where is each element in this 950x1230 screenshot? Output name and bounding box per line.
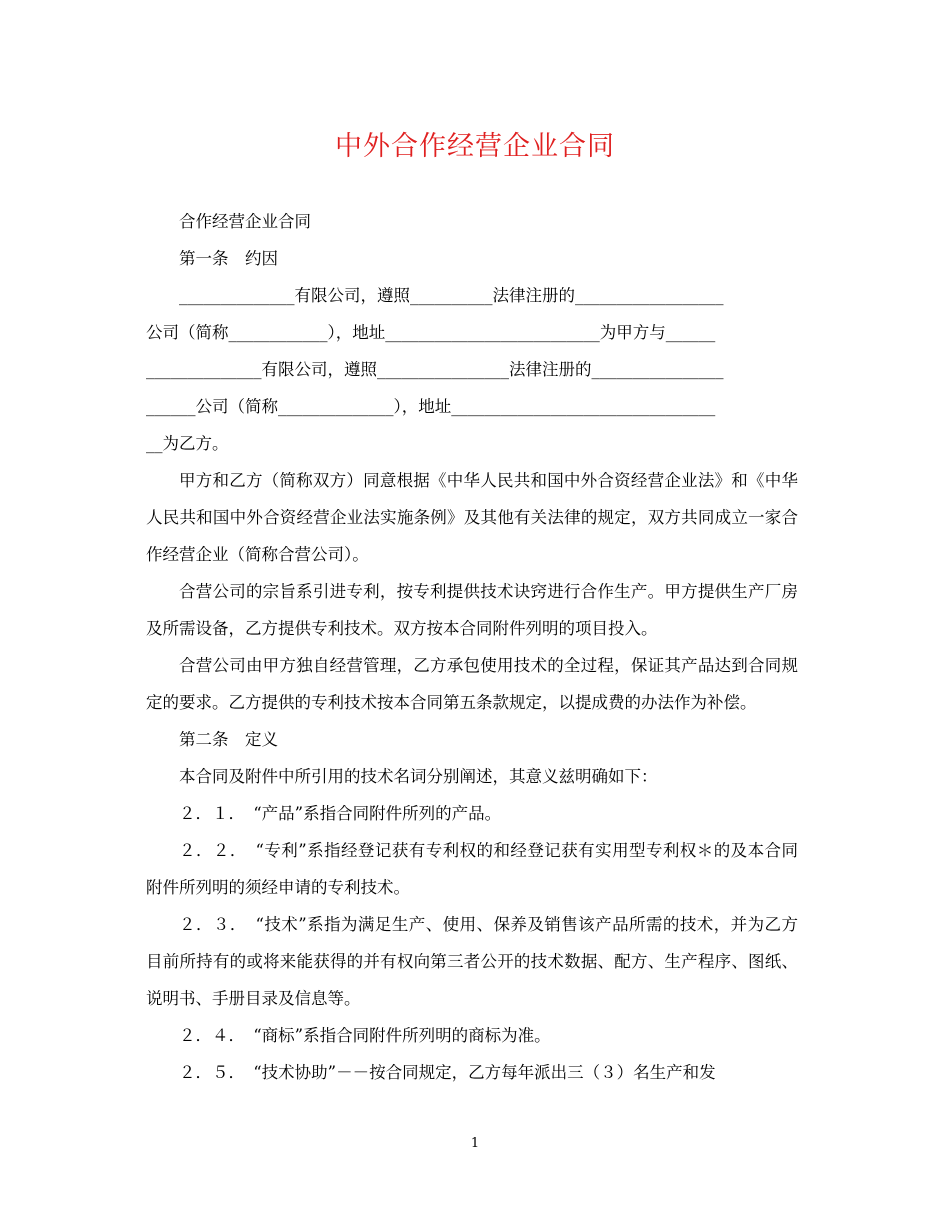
body-paragraph: 合营公司由甲方独自经营管理，乙方承包使用技术的全过程，保证其产品达到合同规定的要求。乙方提供的专利技术按本合同第五条款规定，以提成费的办法作为补偿。 — [146, 656, 798, 712]
page-number: 1 — [470, 1136, 480, 1151]
definition-item: ２．５． “技术协助”－－按合同规定，乙方每年派出三（３）名生产和发 — [179, 1063, 716, 1082]
fill-in-line: __为乙方。 — [146, 434, 229, 453]
body-line: 合作经营企业合同 — [179, 212, 311, 231]
fill-in-line: ______________有限公司，遵照__________法律注册的__________________ — [179, 286, 724, 305]
definition-item: ２．２． “专利”系指经登记获有专利权的和经登记获有实用型专利权＊的及本合同附件所列明的须经申请的专利技术。 — [146, 841, 798, 897]
article-heading: 第一条 约因 — [179, 249, 278, 268]
body-paragraph: 本合同及附件中所引用的技术名词分别阐述，其意义兹明确如下： — [179, 767, 658, 786]
article-heading: 第二条 定义 — [179, 730, 278, 749]
fill-in-line: 公司（简称____________），地址__________________________为甲方与______ — [146, 323, 716, 342]
body-paragraph: 合营公司的宗旨系引进专利，按专利提供技术诀窍进行合作生产。甲方提供生产厂房及所需设备，乙方提供专利技术。双方按本合同附件列明的项目投入。 — [146, 582, 798, 638]
definition-item: ２．４． “商标”系指合同附件所列明的商标为准。 — [179, 1026, 551, 1045]
body-paragraph: 甲方和乙方（简称双方）同意根据《中华人民共和国中外合资经营企业法》和《中华人民共和国中外合资经营企业法实施条例》及其他有关法律的规定，双方共同成立一家合作经营企业（简称合营公司）。 — [146, 471, 798, 564]
document-body — [146, 203, 798, 1091]
document-title: 中外合作经营企业合同 — [335, 131, 615, 162]
definition-item: ２．１． “产品”系指合同附件所列的产品。 — [179, 804, 502, 823]
fill-in-line: ______公司（简称______________），地址________________________________ — [146, 397, 716, 416]
fill-in-line: ______________有限公司，遵照________________法律注册的________________ — [146, 360, 724, 379]
definition-item: ２．３． “技术”系指为满足生产、使用、保养及销售该产品所需的技术，并为乙方目前所持有的或将来能获得的并有权向第三者公开的技术数据、配方、生产程序、图纸、说明书、手册目录及信息等。 — [146, 915, 798, 1008]
